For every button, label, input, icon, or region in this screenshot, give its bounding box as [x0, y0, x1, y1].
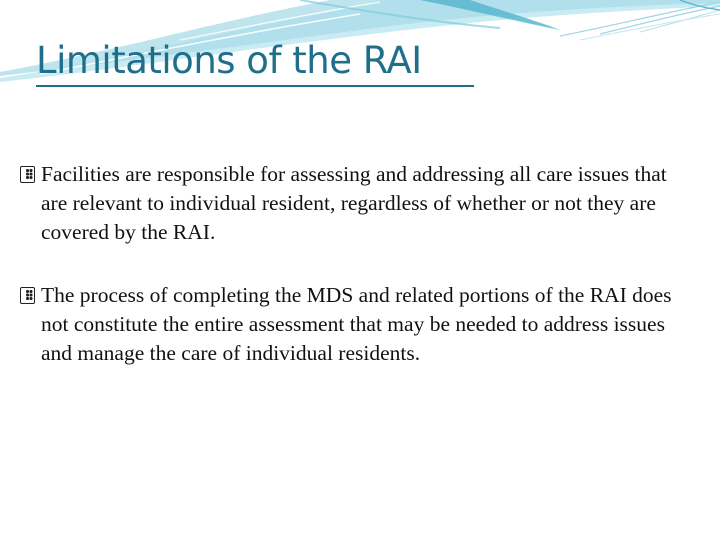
- bullet-item: [20, 160, 690, 247]
- missing-glyph-box-icon: [20, 166, 35, 183]
- bullet-item: [20, 281, 690, 368]
- slide-content: [20, 160, 690, 402]
- title-underline: [36, 85, 474, 87]
- bullet-text: Facilities are responsible for assessing and addressing all care issues that are relevant to individual resident, regardless of whether or not they are covered by the RAI.: [41, 162, 667, 244]
- slide-title: Limitations of the RAI: [36, 39, 422, 82]
- missing-glyph-box-icon: [20, 287, 35, 304]
- bullet-text: The process of completing the MDS and related portions of the RAI does not constitute the entire assessment that may be needed to address issues and manage the care of individual residents.: [41, 283, 672, 365]
